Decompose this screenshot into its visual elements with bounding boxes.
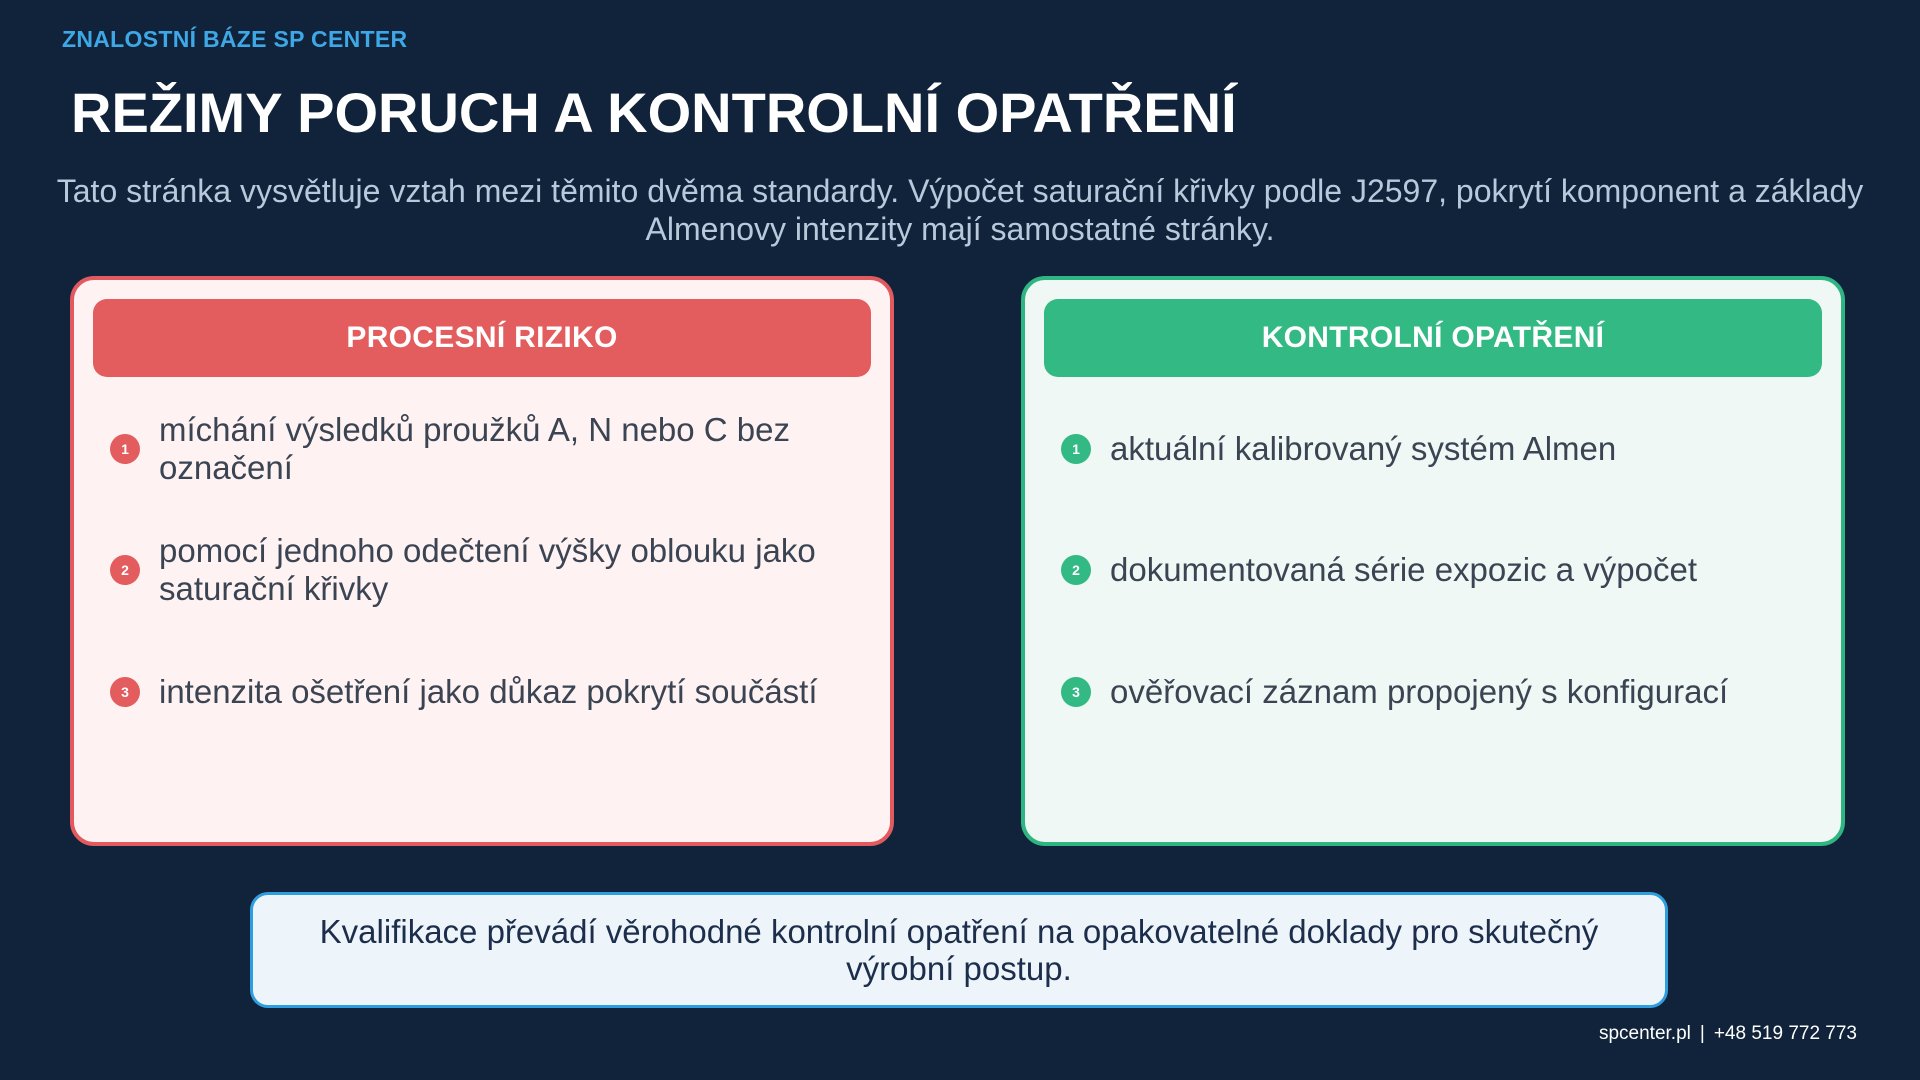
risk-item-text: pomocí jednoho odečtení výšky oblouku jako saturační křivky xyxy=(159,532,816,607)
control-item xyxy=(1061,642,1811,742)
process-risk-panel xyxy=(70,276,894,846)
control-item-number: 1 xyxy=(1061,434,1091,464)
footer-contact xyxy=(1599,1023,1857,1045)
page-subtitle: Tato stránka vysvětluje vztah mezi těmito dvěma standardy. Výpočet saturační křivky podle J2597, pokrytí komponent a základy Almenovy intenzity mají samostatné stránky. xyxy=(56,173,1864,247)
control-item-text: ověřovací záznam propojený s konfigurací xyxy=(1110,673,1729,710)
control-item xyxy=(1061,520,1811,620)
control-item-text: dokumentovaná série expozic a výpočet xyxy=(1110,551,1698,588)
risk-item-text: míchání výsledků proužků A, N nebo C bez označení xyxy=(159,411,790,486)
control-item-number: 3 xyxy=(1061,677,1091,707)
process-risk-header: PROCESNÍ RIZIKO xyxy=(93,299,871,377)
footer-separator: | xyxy=(1699,1023,1705,1044)
page-title: REŽIMY PORUCH A KONTROLNÍ OPATŘENÍ xyxy=(71,81,1237,144)
risk-item-number: 1 xyxy=(110,434,140,464)
summary-callout-text: Kvalifikace převádí věrohodné kontrolní opatření na opakovatelné doklady pro skutečný výrobní postup. xyxy=(319,913,1599,987)
control-measures-panel xyxy=(1021,276,1845,846)
risk-item xyxy=(110,520,860,620)
risk-item xyxy=(110,399,860,499)
summary-callout xyxy=(250,892,1668,1008)
control-item-number: 2 xyxy=(1061,555,1091,585)
footer-website[interactable]: spcenter.pl xyxy=(1598,1023,1691,1044)
kicker-label: ZNALOSTNÍ BÁZE SP CENTER xyxy=(62,26,408,52)
control-measures-header: KONTROLNÍ OPATŘENÍ xyxy=(1044,299,1822,377)
control-item-text: aktuální kalibrovaný systém Almen xyxy=(1110,430,1617,467)
footer-phone[interactable]: +48 519 772 773 xyxy=(1713,1023,1857,1044)
control-item xyxy=(1061,399,1811,499)
risk-item-text: intenzita ošetření jako důkaz pokrytí součástí xyxy=(159,673,818,710)
risk-item-number: 2 xyxy=(110,555,140,585)
risk-item-number: 3 xyxy=(110,677,140,707)
risk-item xyxy=(110,642,860,742)
